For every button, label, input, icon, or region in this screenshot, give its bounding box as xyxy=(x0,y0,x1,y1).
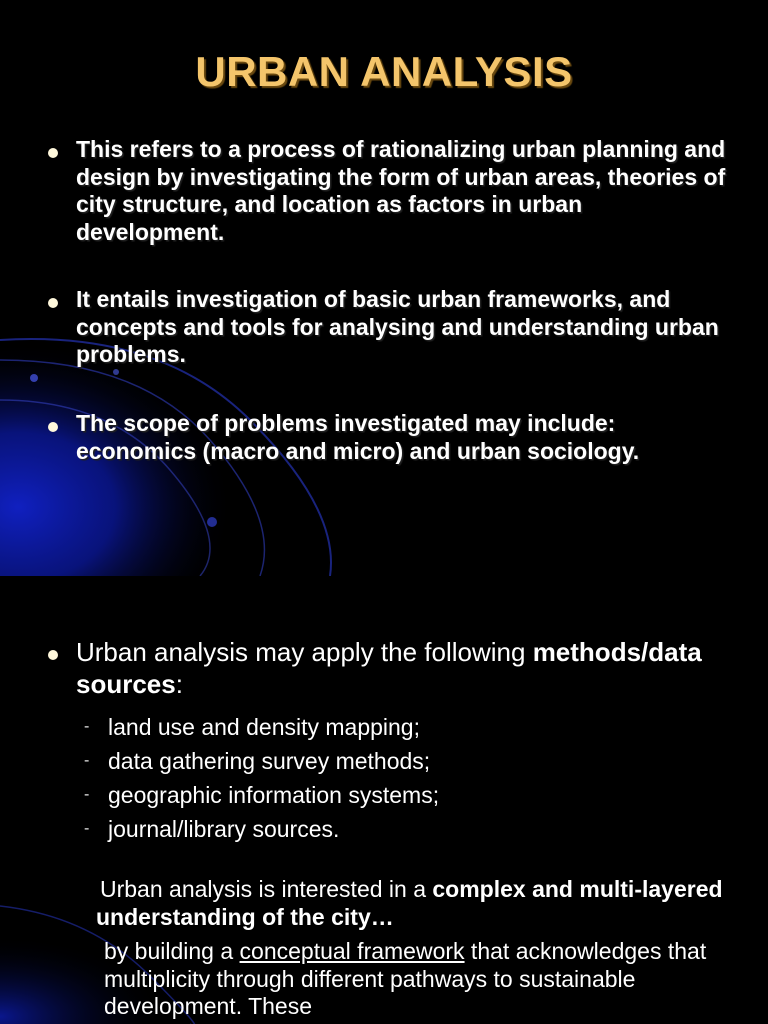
para1-text-post: … xyxy=(370,903,394,930)
para1-text-pre: Urban analysis is interested in a xyxy=(100,876,433,902)
paragraph-complex-understanding xyxy=(96,876,728,931)
bullet-dot-icon xyxy=(48,298,58,308)
bullet-text-bold: methods/data sources xyxy=(76,637,702,699)
dash-icon: - xyxy=(84,820,90,837)
bullet-text-post: : xyxy=(175,669,183,699)
bullet-dot-icon xyxy=(48,650,58,660)
bullet-text-pre: Urban analysis may apply the following xyxy=(76,637,533,667)
sub-item-text: geographic information systems; xyxy=(108,782,440,808)
paragraph-conceptual-framework xyxy=(104,938,728,1021)
bullet-item xyxy=(0,410,768,465)
sub-list-item xyxy=(0,778,768,812)
bullet-item xyxy=(0,286,768,369)
dash-icon: - xyxy=(84,718,90,735)
para2-text-underline: conceptual framework xyxy=(239,938,465,964)
para2-text-post: that acknowledges that multiplicity through different pathways to sustainable development. These xyxy=(104,938,707,1019)
bullet-item xyxy=(0,136,768,246)
sub-list-item xyxy=(0,710,768,744)
bullet-item xyxy=(0,636,768,700)
slide-title: URBAN ANALYSIS xyxy=(195,48,573,95)
dash-icon: - xyxy=(84,752,90,769)
para1-text-bold: complex and multi-layered understanding of the city xyxy=(96,876,723,930)
bullet-dot-icon xyxy=(48,148,58,158)
sub-item-text: journal/library sources. xyxy=(108,816,340,842)
bullet-text: This refers to a process of rationalizing urban planning and design by investigating the form of urban areas, theories of city structure, and location as factors in urban development. xyxy=(76,136,726,245)
dash-icon: - xyxy=(84,786,90,803)
bullet-text: The scope of problems investigated may include: economics (macro and micro) and urban sociology. xyxy=(76,410,640,464)
sub-list xyxy=(0,710,768,846)
sub-list-item xyxy=(0,744,768,778)
sub-list-item xyxy=(0,812,768,846)
slide-2 xyxy=(0,576,768,1024)
para2-text-pre: by building a xyxy=(104,938,240,964)
bullet-text: It entails investigation of basic urban frameworks, and concepts and tools for analysing and understanding urban problems. xyxy=(76,286,719,367)
sub-item-text: land use and density mapping; xyxy=(108,714,420,740)
sub-item-text: data gathering survey methods; xyxy=(108,748,431,774)
bullet-dot-icon xyxy=(48,422,58,432)
